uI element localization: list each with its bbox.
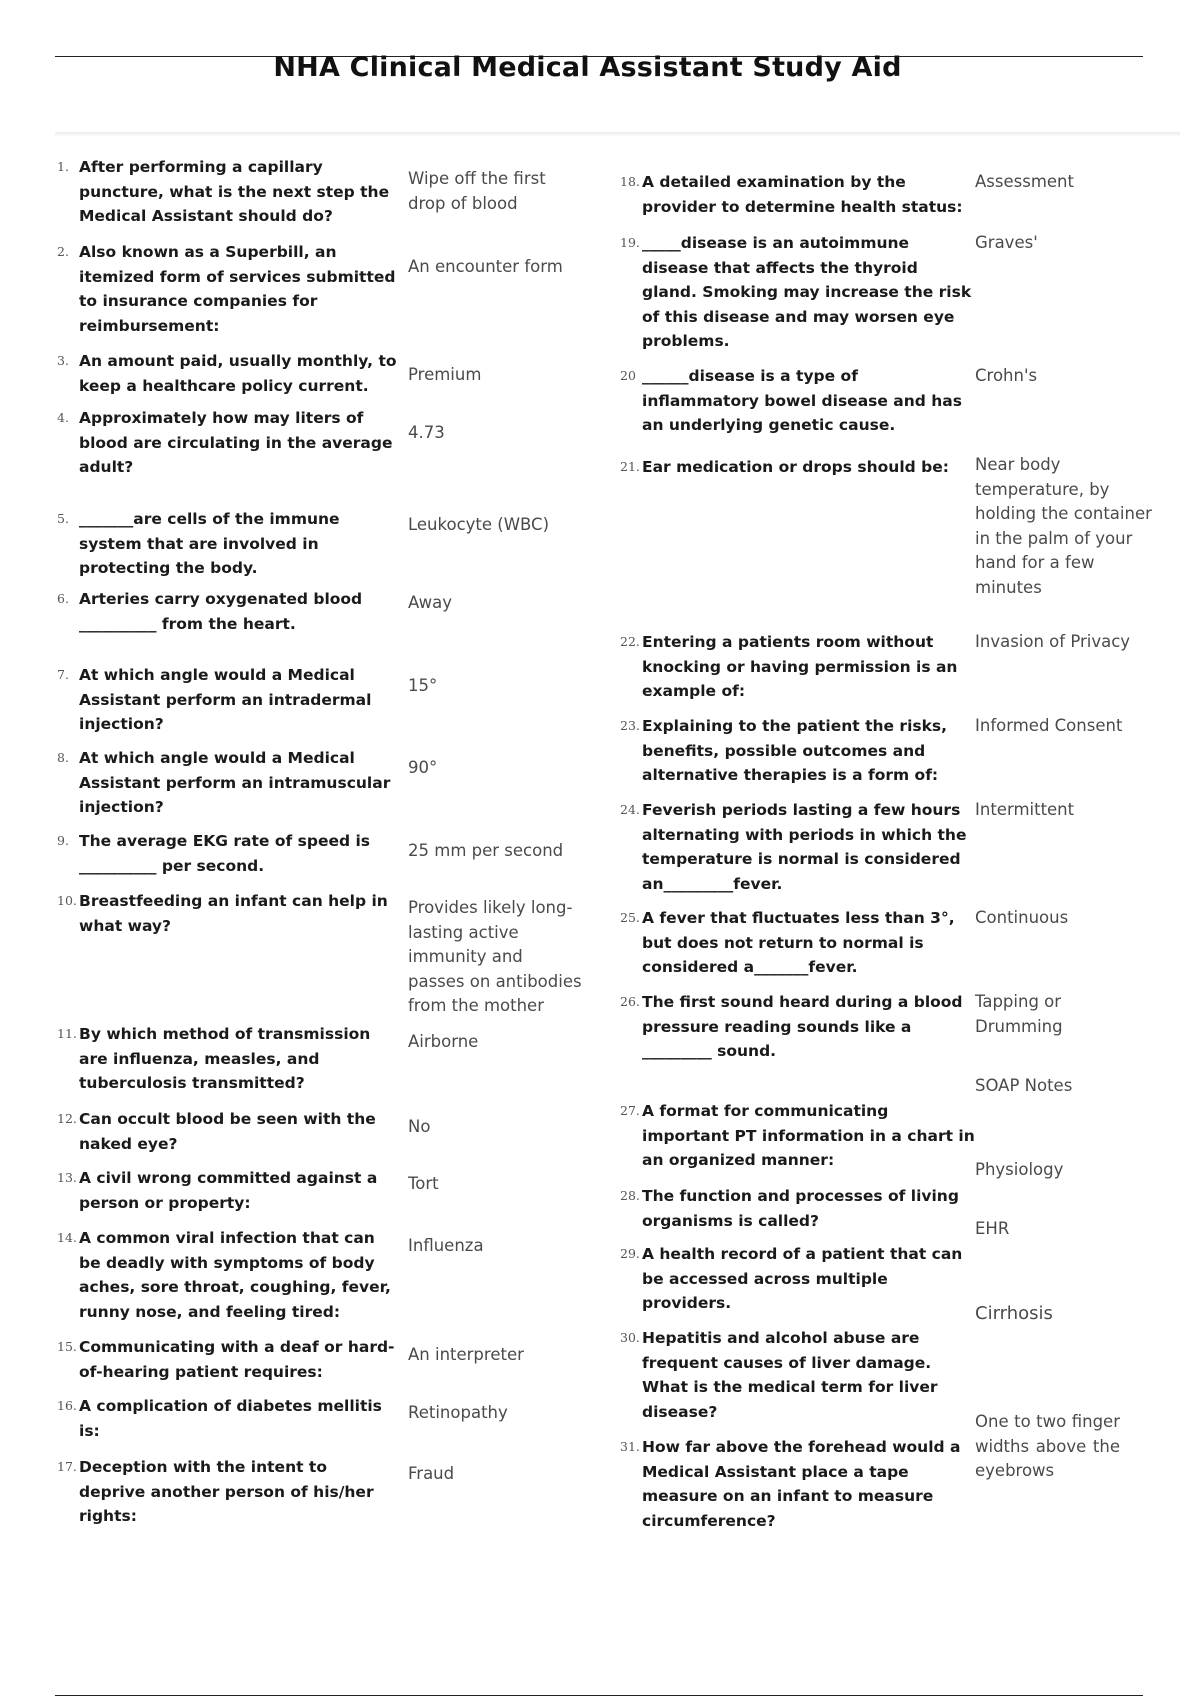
answer-15: An interpreter	[408, 1345, 524, 1364]
question-23	[620, 714, 975, 788]
answer-21: Near body temperature, by holding the container in the palm of your hand for a few minutes	[975, 455, 1152, 597]
answer-28: Physiology	[975, 1160, 1064, 1179]
question-text: A health record of a patient that can be accessed across multiple providers.	[642, 1245, 963, 1312]
question-text: The first sound heard during a blood pressure reading sounds like a _________ sound.	[642, 993, 963, 1060]
question-text: By which method of transmission are influenza, measles, and tuberculosis transmitted?	[79, 1025, 371, 1092]
question-number: 6.	[57, 591, 69, 606]
question-text: The function and processes of living organisms is called?	[642, 1187, 959, 1230]
question-text: Entering a patients room without knocking or having permission is an example of:	[642, 633, 958, 700]
question-text: Approximately how may liters of blood are circulating in the average adult?	[79, 409, 393, 476]
question-text: A complication of diabetes mellitis is:	[79, 1397, 382, 1440]
question-10	[57, 889, 397, 938]
question-text: After performing a capillary puncture, what is the next step the Medical Assistant should do?	[79, 158, 390, 225]
question-text: Hepatitis and alcohol abuse are frequent causes of liver damage. What is the medical term for liver disease?	[642, 1329, 938, 1421]
answer-2: An encounter form	[408, 257, 563, 276]
question-number: 20	[620, 368, 636, 383]
question-14	[57, 1226, 397, 1324]
question-number: 11.	[57, 1026, 77, 1041]
answer-1: Wipe off the first drop of blood	[408, 169, 546, 213]
question-text: Also known as a Superbill, an itemized form of services submitted to insurance companies for reimbursement:	[79, 243, 396, 335]
question-11	[57, 1022, 397, 1096]
question-8	[57, 746, 397, 820]
answer-18: Assessment	[975, 172, 1074, 191]
answer-23: Informed Consent	[975, 716, 1123, 735]
question-number: 10.	[57, 893, 77, 908]
question-number: 15.	[57, 1339, 77, 1354]
answer-9: 25 mm per second	[408, 841, 564, 860]
question-2	[57, 240, 397, 338]
question-28	[620, 1184, 975, 1233]
question-number: 7.	[57, 667, 69, 682]
question-number: 9.	[57, 833, 69, 848]
answer-10: Provides likely long- lasting active immunity and passes on antibodies from the mother	[408, 898, 582, 1015]
question-number: 23.	[620, 718, 640, 733]
question-number: 30.	[620, 1330, 640, 1345]
answer-6: Away	[408, 593, 452, 612]
question-number: 17.	[57, 1459, 77, 1474]
question-number: 25.	[620, 910, 640, 925]
question-19	[620, 231, 975, 354]
question-text: Ear medication or drops should be:	[642, 458, 949, 476]
question-9	[57, 829, 397, 878]
answer-19: Graves'	[975, 233, 1038, 252]
question-text: An amount paid, usually monthly, to keep a healthcare policy current.	[79, 352, 397, 395]
question-13	[57, 1166, 397, 1215]
question-text: Can occult blood be seen with the naked eye?	[79, 1110, 376, 1153]
question-text: _____disease is an autoimmune disease that affects the thyroid gland. Smoking may increase the risk of this disease and may worsen eye problems.	[642, 234, 972, 350]
question-text: Breastfeeding an infant can help in what way?	[79, 892, 388, 935]
question-number: 2.	[57, 244, 69, 259]
question-number: 8.	[57, 750, 69, 765]
question-25	[620, 906, 975, 980]
question-text: _______are cells of the immune system that are involved in protecting the body.	[79, 510, 340, 577]
question-21	[620, 455, 975, 480]
question-text: A civil wrong committed against a person or property:	[79, 1169, 378, 1212]
page-title: NHA Clinical Medical Assistant Study Aid	[273, 52, 902, 83]
question-22	[620, 630, 975, 704]
question-text: Deception with the intent to deprive another person of his/her rights:	[79, 1458, 374, 1525]
question-17	[57, 1455, 397, 1529]
question-7	[57, 663, 397, 737]
question-number: 14.	[57, 1230, 77, 1245]
question-number: 18.	[620, 174, 640, 189]
question-20	[620, 364, 975, 438]
answer-25: Continuous	[975, 908, 1069, 927]
question-number: 12.	[57, 1111, 77, 1126]
question-29	[620, 1242, 975, 1316]
question-1	[57, 155, 397, 229]
question-27	[620, 1099, 975, 1173]
question-number: 13.	[57, 1170, 77, 1185]
title-divider	[55, 132, 1180, 136]
question-number: 4.	[57, 410, 69, 425]
question-text: Feverish periods lasting a few hours alternating with periods in which the temperature is normal is considered an_________fever.	[642, 801, 967, 893]
question-number: 16.	[57, 1398, 77, 1413]
question-number: 29.	[620, 1246, 640, 1261]
question-18	[620, 170, 975, 219]
question-15	[57, 1335, 397, 1384]
question-text: A detailed examination by the provider to determine health status:	[642, 173, 963, 216]
question-text: A format for communicating important PT information in a chart in an organized manner:	[642, 1102, 975, 1169]
question-text: At which angle would a Medical Assistant perform an intradermal injection?	[79, 666, 372, 733]
answer-16: Retinopathy	[408, 1403, 508, 1422]
question-6	[57, 587, 397, 636]
answer-24: Intermittent	[975, 800, 1075, 819]
question-31	[620, 1435, 975, 1533]
question-text: The average EKG rate of speed is __________ per second.	[79, 832, 371, 875]
question-number: 28.	[620, 1188, 640, 1203]
question-number: 19.	[620, 235, 640, 250]
answer-29: EHR	[975, 1219, 1010, 1238]
answer-22: Invasion of Privacy	[975, 632, 1131, 651]
question-text: ______disease is a type of inflammatory bowel disease and has an underlying genetic cause.	[642, 367, 962, 434]
question-4	[57, 406, 397, 480]
question-16	[57, 1394, 397, 1443]
question-26	[620, 990, 975, 1064]
question-text: At which angle would a Medical Assistant perform an intramuscular injection?	[79, 749, 391, 816]
question-number: 27.	[620, 1103, 640, 1118]
answer-31: One to two finger widths above the eyebrows	[975, 1412, 1120, 1480]
bottom-rule	[55, 1695, 1143, 1696]
question-3	[57, 349, 397, 398]
answer-3: Premium	[408, 365, 482, 384]
answer-20: Crohn's	[975, 366, 1038, 385]
question-12	[57, 1107, 397, 1156]
answer-4: 4.73	[408, 423, 445, 442]
question-number: 22.	[620, 634, 640, 649]
question-number: 31.	[620, 1439, 640, 1454]
answer-7: 15°	[408, 676, 438, 695]
answer-13: Tort	[408, 1174, 439, 1193]
question-text: A common viral infection that can be deadly with symptoms of body aches, sore throat, coughing, fever, runny nose, and feeling tired:	[79, 1229, 391, 1321]
question-number: 24.	[620, 802, 640, 817]
question-24	[620, 798, 975, 896]
question-text: Communicating with a deaf or hard-of-hearing patient requires:	[79, 1338, 395, 1381]
answer-27: SOAP Notes	[975, 1076, 1073, 1095]
answer-8: 90°	[408, 758, 438, 777]
question-text: Arteries carry oxygenated blood __________ from the heart.	[79, 590, 363, 633]
answer-12: No	[408, 1117, 431, 1136]
question-text: A fever that fluctuates less than 3°, but does not return to normal is considered a_______fever.	[642, 909, 955, 976]
answer-30: Cirrhosis	[975, 1303, 1053, 1324]
question-30	[620, 1326, 975, 1424]
question-number: 3.	[57, 353, 69, 368]
question-number: 5.	[57, 511, 69, 526]
question-number: 1.	[57, 159, 69, 174]
answer-26: Tapping or Drumming	[975, 992, 1063, 1036]
answer-5: Leukocyte (WBC)	[408, 515, 550, 534]
answer-11: Airborne	[408, 1032, 479, 1051]
question-text: Explaining to the patient the risks, benefits, possible outcomes and alternative therapies is a form of:	[642, 717, 948, 784]
question-text: How far above the forehead would a Medical Assistant place a tape measure on an infant to measure circumference?	[642, 1438, 961, 1530]
question-number: 26.	[620, 994, 640, 1009]
answer-17: Fraud	[408, 1464, 455, 1483]
question-5	[57, 507, 397, 581]
answer-14: Influenza	[408, 1236, 484, 1255]
question-number: 21.	[620, 459, 640, 474]
